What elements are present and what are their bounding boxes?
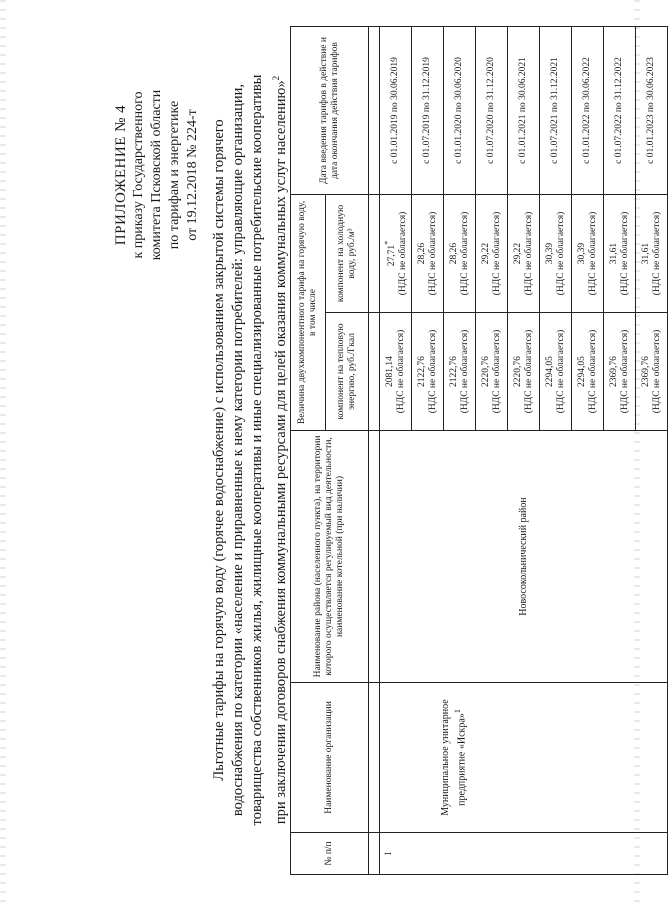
heat-tariff-value: 2122,76 [448, 356, 459, 387]
heat-tariff-value: 2294,05 [576, 356, 587, 387]
row-number: 1 [380, 833, 668, 875]
water-tariff-value: 31,61 [608, 242, 619, 265]
tariff-period: с 01.07.2019 по 31.12.2019 [412, 26, 444, 194]
tariff-period: с 01.07.2022 по 31.12.2022 [604, 26, 636, 194]
appendix-title: ПРИЛОЖЕНИЕ № 4 [113, 104, 129, 246]
water-tariff-cell [444, 194, 476, 312]
heat-tariff-cell [572, 313, 604, 431]
tariff-period: с 01.01.2023 по 30.06.2023 [636, 26, 668, 194]
heat-tariff-cell [508, 313, 540, 431]
water-tariff-cell [636, 194, 668, 312]
water-tariff-value: 28,26 [448, 242, 459, 265]
water-tariff-value: 31,61 [640, 242, 651, 265]
tariff-period: с 01.07.2020 по 31.12.2020 [476, 26, 508, 194]
organization-footnote-mark: 1 [453, 709, 462, 714]
vat-note: (НДС не облагается) [459, 211, 470, 296]
vat-note: (НДС не облагается) [395, 329, 406, 414]
tariff-table [290, 26, 668, 875]
heat-tariff-value: 2220,76 [480, 356, 491, 387]
title-footnote-mark: 2 [271, 75, 281, 81]
water-tariff-cell [540, 194, 572, 312]
appendix-line: комитета Псковской области [149, 89, 164, 261]
document-title [210, 25, 291, 875]
organization-text: Муниципальное унитарное предприятие «Искра» [440, 699, 468, 816]
header-heat-component: компонент на тепловую энергию, руб./Гкал [326, 313, 369, 431]
header-dates: Дата введения тарифов в действие и дата окончания действия тарифов [291, 26, 369, 194]
heat-tariff-value: 2294,05 [544, 356, 555, 387]
water-tariff-cell [572, 194, 604, 312]
water-tariff-value: 30,39 [544, 242, 555, 265]
vat-note: (НДС не облагается) [587, 329, 598, 414]
title-line-text: при заключении договоров снабжения коммунальными ресурсами для целей оказания коммунальных услуг населению» [272, 80, 289, 825]
header-tariff: Величина двухкомпонентного тарифа на горячую воду, в том числе [291, 194, 326, 430]
vat-note: (НДС не облагается) [398, 211, 409, 296]
water-footnote-mark: * [383, 240, 392, 245]
appendix-line: от 19.12.2018 № 224-т [185, 109, 200, 241]
water-tariff-cell [508, 194, 540, 312]
water-tariff-cell [412, 194, 444, 312]
title-line: Льготные тарифы на горячую воду (горячее водоснабжение) с использованием закрытой системы горячего [211, 119, 227, 781]
vat-note: (НДС не облагается) [651, 329, 662, 414]
vat-note: (НДС не облагается) [427, 329, 438, 414]
tariff-period: с 01.01.2020 по 30.06.2020 [444, 26, 476, 194]
district-name: Новосокольнический район [380, 431, 668, 683]
heat-tariff-cell [540, 313, 572, 431]
vat-note: (НДС не облагается) [555, 211, 566, 296]
heat-tariff-cell [636, 313, 668, 431]
header-water-component: компонент на холодную воду, руб./м³ [326, 194, 369, 312]
appendix-line: по тарифам и энергетике [167, 100, 182, 250]
vat-note: (НДС не облагается) [491, 211, 502, 296]
water-tariff-value: 30,39 [576, 242, 587, 265]
heat-tariff-cell [444, 313, 476, 431]
vat-note: (НДС не облагается) [459, 329, 470, 414]
vat-note: (НДС не облагается) [523, 211, 534, 296]
appendix-line: к приказу Государственного [131, 91, 146, 259]
tariff-period: с 01.01.2022 по 30.06.2022 [572, 26, 604, 194]
vat-note: (НДС не облагается) [587, 211, 598, 296]
vat-note: (НДС не облагается) [651, 211, 662, 296]
vat-note: (НДС не облагается) [523, 329, 534, 414]
title-line: товарищества собственников жилья, жилищные кооперативы и иные специализированные потребительские кооперативы [249, 74, 265, 826]
heat-tariff-value: 2081,14 [384, 356, 395, 387]
vat-note: (НДС не облагается) [555, 329, 566, 414]
water-tariff-cell [380, 194, 412, 312]
title-line [267, 25, 291, 875]
water-tariff-value: 29,22 [512, 242, 523, 265]
tariff-period: с 01.01.2019 по 30.06.2019 [380, 26, 412, 194]
water-tariff-value: 27,71 [387, 244, 398, 267]
table-row [380, 26, 412, 874]
appendix-header [112, 45, 202, 305]
heat-tariff-value: 2220,76 [512, 356, 523, 387]
heat-tariff-value: 2369,76 [608, 356, 619, 387]
title-line: водоснабжения по категории «население и приравненные к нему категории потребителей: управляющие организации, [230, 83, 246, 817]
water-tariff-value: 29,22 [480, 242, 491, 265]
header-district: Наименование района (населенного пункта), на территории которого осуществляется регулируемый вид деятельности, наименование котельной (при наличии) [291, 431, 369, 683]
heat-tariff-cell [412, 313, 444, 431]
water-tariff-cell [604, 194, 636, 312]
header-organization: Наименование организации [291, 683, 369, 833]
water-tariff-cell [476, 194, 508, 312]
vat-note: (НДС не облагается) [491, 329, 502, 414]
heat-tariff-cell [604, 313, 636, 431]
heat-tariff-value: 2122,76 [416, 356, 427, 387]
heat-tariff-cell [380, 313, 412, 431]
tariff-period: с 01.01.2021 по 30.06.2021 [508, 26, 540, 194]
header-number: № п/п [291, 833, 369, 875]
column-number-row [369, 26, 380, 874]
organization-name [380, 683, 668, 833]
vat-note: (НДС не облагается) [619, 211, 630, 296]
vat-note: (НДС не облагается) [619, 329, 630, 414]
heat-tariff-value: 2369,76 [640, 356, 651, 387]
vat-note: (НДС не облагается) [427, 211, 438, 296]
heat-tariff-cell [476, 313, 508, 431]
tariff-period: с 01.07.2021 по 31.12.2021 [540, 26, 572, 194]
water-tariff-value: 28,26 [416, 242, 427, 265]
